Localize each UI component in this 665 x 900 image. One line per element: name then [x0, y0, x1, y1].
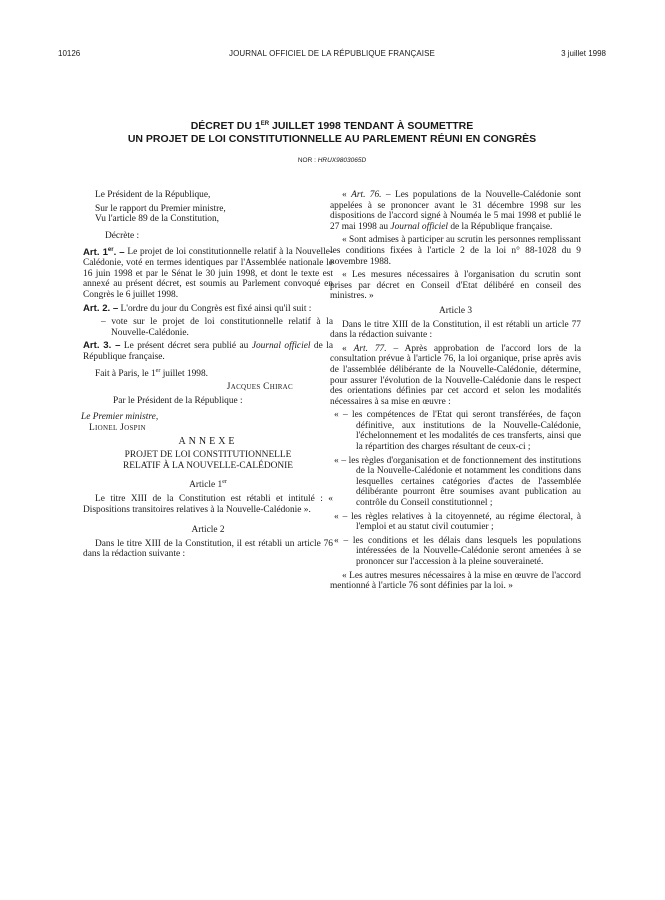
article-2-title: Article 2: [191, 525, 225, 536]
article-3: Art. 3. – Le présent décret sera publié au Journal officiel de la République française.: [83, 340, 333, 362]
rapport-line: Sur le rapport du Premier ministre,: [95, 203, 226, 214]
decrete-line: Décrète :: [105, 230, 140, 241]
admises-paragraph: « Sont admises à participer au scrutin les personnes remplissant les conditions fixées à l'article 2 de la loi n° 88-1028 du 9 novembre 1988.: [330, 235, 581, 267]
art77-bullet-3: « – les règles relatives à la citoyenneté, au régime électoral, à l'emploi et au statut civil coutumier ;: [334, 511, 581, 533]
article-1er: Art. 1er. – Le projet de loi constitutionnelle relatif à la Nouvelle-Calédonie, voté en termes identiques par l'Assemblée nationale le 16 juin 1998 et par le Sénat le 30 juin 1998, et dont le texte est annexé au présent décret, est soumis au Parlement convoqué en Congrès le 6 juillet 1998.: [83, 246, 333, 300]
art77-bullet-4: « – les conditions et les délais dans lesquels les populations intéressées de la Nouvelle-Calédonie seront amenées à se prononcer sur l'accession à la pleine souveraineté.: [334, 535, 581, 567]
left-column: [83, 190, 333, 563]
by-president-line: Par le Président de la République :: [113, 395, 243, 406]
signature-jospin: Lionel Jospin: [89, 423, 146, 433]
nor-reference: NOR : HRUX9803065D: [297, 157, 367, 164]
mesures-paragraph: « Les mesures nécessaires à l'organisation du scrutin sont prises par décret en Conseil d'Etat délibéré en conseil des ministres. »: [330, 270, 581, 302]
page-header: [58, 49, 606, 61]
art76-paragraph: « Art. 76. – Les populations de la Nouvelle-Calédonie sont appelées à se prononcer avant le 31 décembre 1998 sur les dispositions de l'accord signé à Nouméa le 5 mai 1998 et publié le 27 mai 1998 au Journal officiel de la République française.: [330, 190, 581, 232]
article-2: Art. 2. – L'ordre du jour du Congrès est fixé ainsi qu'il suit :: [83, 302, 312, 314]
decree-title-line1: DÉCRET DU 1ER JUILLET 1998 TENDANT À SOUMETTRE: [190, 120, 474, 132]
article-2-item: – vote sur le projet de loi constitutionnelle relatif à la Nouvelle-Calédonie.: [101, 317, 333, 338]
right-column: [330, 190, 581, 595]
projet-title-line1: PROJET DE LOI CONSTITUTIONNELLE: [124, 450, 292, 461]
article-1er-title: Article 1er: [189, 479, 227, 491]
vu-line: Vu l'article 89 de la Constitution,: [95, 214, 220, 225]
final-paragraph: « Les autres mesures nécessaires à la mise en œuvre de l'accord mentionné à l'article 76 sont définies par la loi. »: [330, 570, 581, 592]
article-1er-text: Le titre XIII de la Constitution est rétabli et intitulé : « Dispositions transitoires relatives à la Nouvelle-Calédonie ».: [83, 494, 333, 515]
fait-line: Fait à Paris, le 1er juillet 1998.: [95, 367, 208, 379]
article-3-text: Dans le titre XIII de la Constitution, il est rétabli un article 77 dans la rédaction suivante :: [330, 319, 581, 341]
projet-title-line2: RELATIF À LA NOUVELLE-CALÉDONIE: [122, 460, 294, 471]
decree-title-line2: UN PROJET DE LOI CONSTITUTIONNELLE AU PARLEMENT RÉUNI EN CONGRÈS: [127, 133, 537, 145]
article-2-text: Dans le titre XIII de la Constitution, il est rétabli un article 76 dans la rédaction suivante :: [83, 538, 333, 560]
art77-bullet-2: « – les règles d'organisation et de fonctionnement des institutions de la Nouvelle-Calédonie et notamment les conditions dans lesquelles certaines catégories d'actes de l'assemblée délibérante pourront être soumises avant publication au contrôle du Conseil constitutionnel ;: [334, 455, 581, 509]
issue-date: 3 juillet 1998: [561, 49, 606, 58]
president-line: Le Président de la République,: [95, 190, 211, 200]
article-3-title: Article 3: [438, 305, 473, 316]
art77-paragraph: « Art. 77. – Après approbation de l'accord lors de la consultation prévue à l'article 76, la loi organique, prise après avis de l'assemblée délibérante de la Nouvelle-Calédonie, détermine, pour assurer l'évolution de la Nouvelle-Calédonie dans le respect des orientations définies par cet accord et selon les modalités nécessaires à sa mise en œuvre :: [330, 343, 582, 407]
decree-title: [58, 118, 606, 146]
art77-bullet-1: « – les compétences de l'Etat qui seront transférées, de façon définitive, aux institutions de la Nouvelle-Calédonie, l'échelonnement et les modalités de ces transferts, ainsi que la répartition des charges résultant de ceux-ci ;: [334, 410, 581, 453]
journal-title: JOURNAL OFFICIEL DE LA RÉPUBLIQUE FRANÇAISE: [229, 49, 435, 58]
pm-title: Le Premier ministre,: [81, 412, 159, 423]
signature-chirac: Jacques Chirac: [226, 382, 293, 393]
page-number: 10126: [58, 49, 81, 58]
annexe-heading: ANNEXE: [178, 435, 238, 447]
